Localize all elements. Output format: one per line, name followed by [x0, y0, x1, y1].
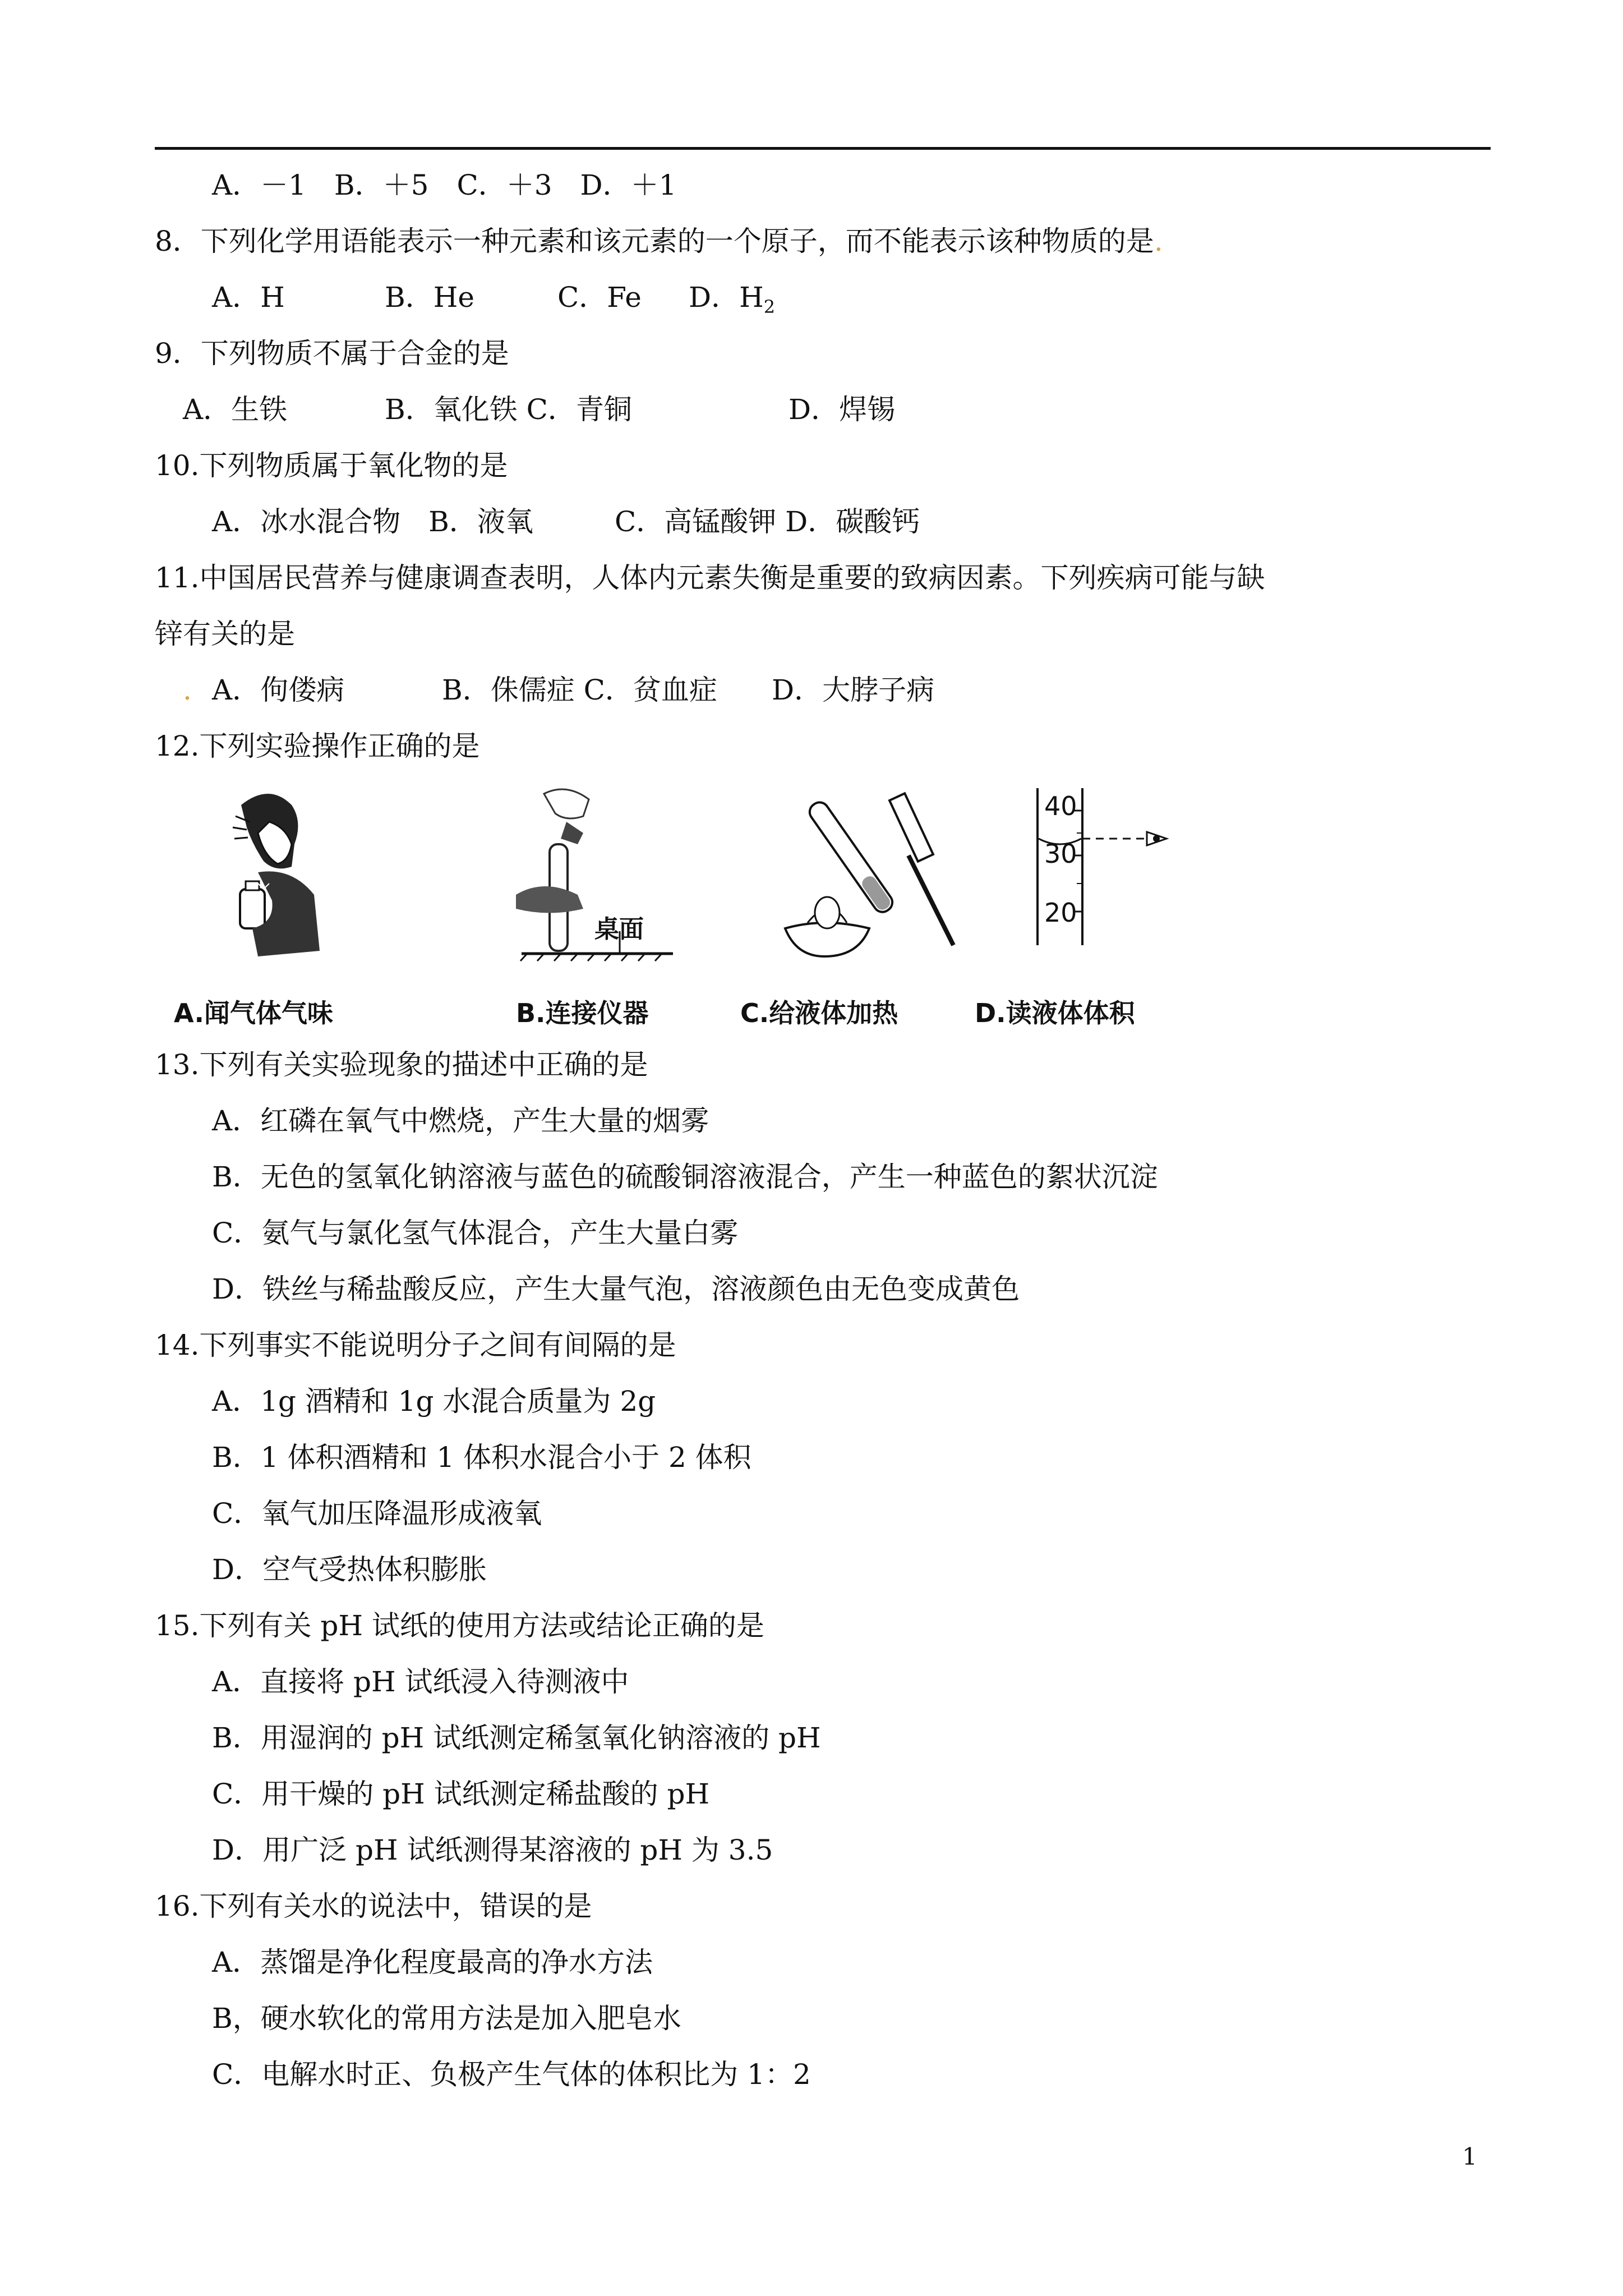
q16-option-a: A．蒸馏是净化程度最高的净水方法 [212, 1946, 653, 1978]
q15-option-d: D．用广泛 pH 试纸测得某溶液的 pH 为 3.5 [212, 1834, 773, 1866]
q16-stem: 16.下列有关水的说法中，错误的是 [155, 1890, 592, 1922]
q13-option-c: C．氨气与氯化氢气体混合，产生大量白雾 [212, 1217, 739, 1249]
q12-stem: 12.下列实验操作正确的是 [155, 730, 480, 762]
q12-caption-c: C.给液体加热 [740, 998, 898, 1028]
q10-option-ab: A．冰水混合物 B．液氧 [212, 505, 533, 538]
q14-option-b: B．1 体积酒精和 1 体积水混合小于 2 体积 [212, 1441, 751, 1474]
q10-option-cd: C．高锰酸钾 D．碳酸钙 [615, 505, 920, 538]
q11-stem-line2: 锌有关的是 [155, 618, 295, 650]
q8-option-d: D．$H_2$ [689, 281, 776, 318]
q13-option-b: B．无色的氢氧化钠溶液与蓝色的硫酸铜溶液混合，产生一种蓝色的絮状沉淀 [212, 1161, 1158, 1193]
q11-dot: . [183, 674, 192, 706]
q15-stem: 15.下列有关 pH 试纸的使用方法或结论正确的是 [155, 1609, 764, 1642]
q8-stem: 8．下列化学用语能表示一种元素和该元素的一个原子，而不能表示该种物质的是. [155, 225, 1163, 257]
desk-label: 桌面 [594, 915, 644, 944]
q15-option-b: B．用湿润的 pH 试纸测定稀氢氧化钠溶液的 pH [212, 1722, 821, 1754]
q9-stem: 9．下列物质不属于合金的是 [155, 337, 509, 370]
q14-option-d: D．空气受热体积膨胀 [212, 1553, 487, 1586]
q15-option-a: A．直接将 pH 试纸浸入待测液中 [212, 1665, 629, 1698]
q8-option-c: C．Fe [557, 281, 642, 314]
q11-option-bc: B．侏儒症 C．贫血症 [442, 674, 717, 706]
q12-caption-b: B.连接仪器 [516, 998, 649, 1028]
q9-option-a: A．生铁 [183, 393, 288, 426]
scale-label-40: 40 [1044, 791, 1077, 821]
scale-label-20: 20 [1044, 898, 1077, 928]
q14-stem: 14.下列事实不能说明分子之间有间隔的是 [155, 1329, 676, 1361]
q8-option-a: A．H [212, 281, 285, 314]
q7-options: A．－1 B．＋5 C．＋3 D．＋1 [212, 169, 677, 201]
header-rule [155, 147, 1491, 150]
q10-stem: 10.下列物质属于氧化物的是 [155, 449, 508, 482]
q12-caption-a: A.闻气体气味 [174, 998, 333, 1028]
scale-label-30: 30 [1044, 839, 1077, 869]
q9-option-bc: B．氧化铁 C．青铜 [385, 393, 632, 426]
q13-option-a: A．红磷在氧气中燃烧，产生大量的烟雾 [212, 1105, 709, 1137]
q16-option-b: B，硬水软化的常用方法是加入肥皂水 [212, 2002, 681, 2035]
q11-stem-line1: 11.中国居民营养与健康调查表明，人体内元素失衡是重要的致病因素。下列疾病可能与缺 [155, 562, 1265, 594]
q13-option-d: D．铁丝与稀盐酸反应，产生大量气泡，溶液颜色由无色变成黄色 [212, 1273, 1020, 1305]
q14-option-a: A．1g 酒精和 1g 水混合质量为 2g [212, 1385, 656, 1418]
q13-stem: 13.下列有关实验现象的描述中正确的是 [155, 1048, 648, 1081]
q12-caption-d: D.读液体体积 [975, 998, 1135, 1028]
smell-gas-figure [174, 783, 342, 962]
q8-option-b: B．He [385, 281, 474, 314]
q11-option-d: D．大脖子病 [772, 674, 935, 706]
q16-option-c: C．电解水时正、负极产生气体的体积比为 1：2 [212, 2058, 811, 2091]
page-number: 1 [1462, 2143, 1477, 2170]
q9-option-d: D．焊锡 [789, 393, 896, 426]
heat-liquid-figure [763, 783, 965, 962]
q11-option-a: A．佝偻病 [212, 674, 345, 706]
q14-option-c: C．氧气加压降温形成液氧 [212, 1497, 542, 1530]
q15-option-c: C．用干燥的 pH 试纸测定稀盐酸的 pH [212, 1778, 710, 1810]
